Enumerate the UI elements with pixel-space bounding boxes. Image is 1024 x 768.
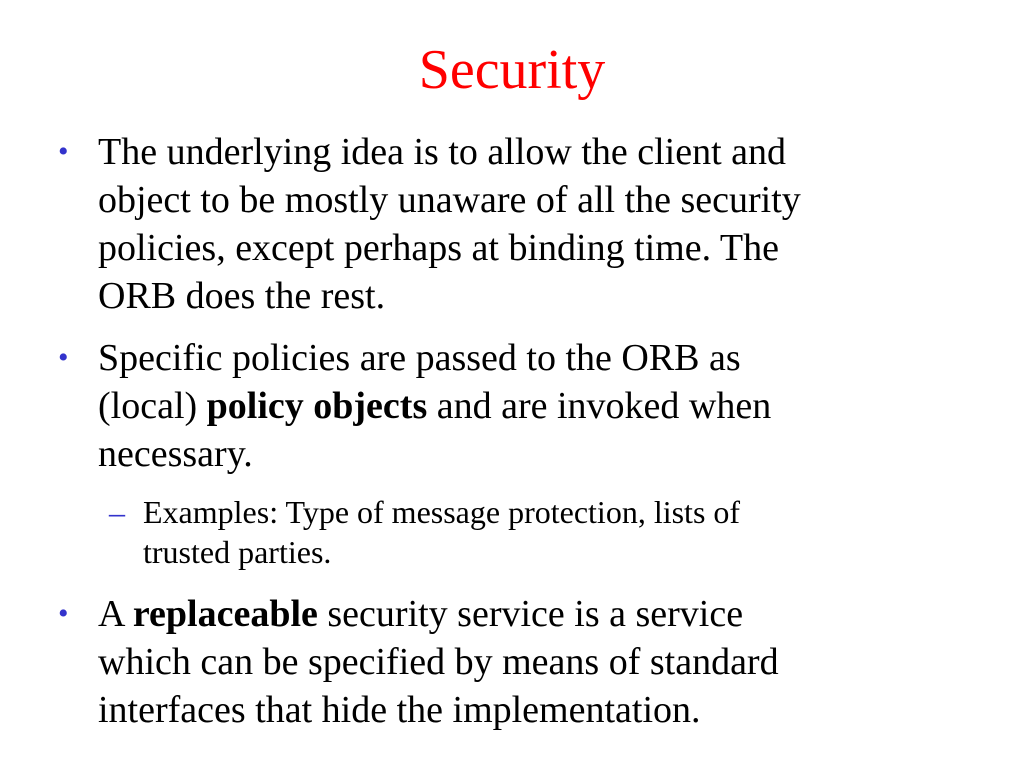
bullet-line: ORB does the rest. [98,275,386,317]
bullet-marker: • [58,597,69,630]
bullet-line: object to be mostly unaware of all the security [98,179,801,221]
bullet-item-1 [58,128,958,320]
bullet-line [98,590,958,638]
bullet-item-2 [58,334,958,478]
bullet-item-3 [58,590,958,734]
bullet-text: (local) [98,385,207,427]
bullet-line: interfaces that hide the implementation. [98,689,701,731]
bullet-line: policies, except perhaps at binding time. The [98,227,779,269]
bullet-text: security service is a service [317,593,744,635]
bold-term: replaceable [132,593,318,635]
bullet-marker: • [58,135,69,168]
bullet-line: The underlying idea is to allow the client and [98,131,787,173]
bullet-line: necessary. [98,433,253,475]
slide-title: Security [418,39,606,101]
bullet-line [98,382,958,430]
sub-bullet-line: Examples: Type of message protection, lists of [143,494,741,530]
bullet-line: which can be specified by means of standard [98,641,779,683]
sub-bullet-line: trusted parties. [143,534,332,570]
bullet-line: Specific policies are passed to the ORB as [98,337,741,379]
sub-bullet-marker: – [109,494,125,530]
bullet-text: A [98,593,133,635]
bullet-text: and are invoked when [427,385,772,427]
bold-term: policy objects [206,385,428,427]
bullet-marker: • [58,341,69,374]
sub-bullet-item [109,492,943,572]
